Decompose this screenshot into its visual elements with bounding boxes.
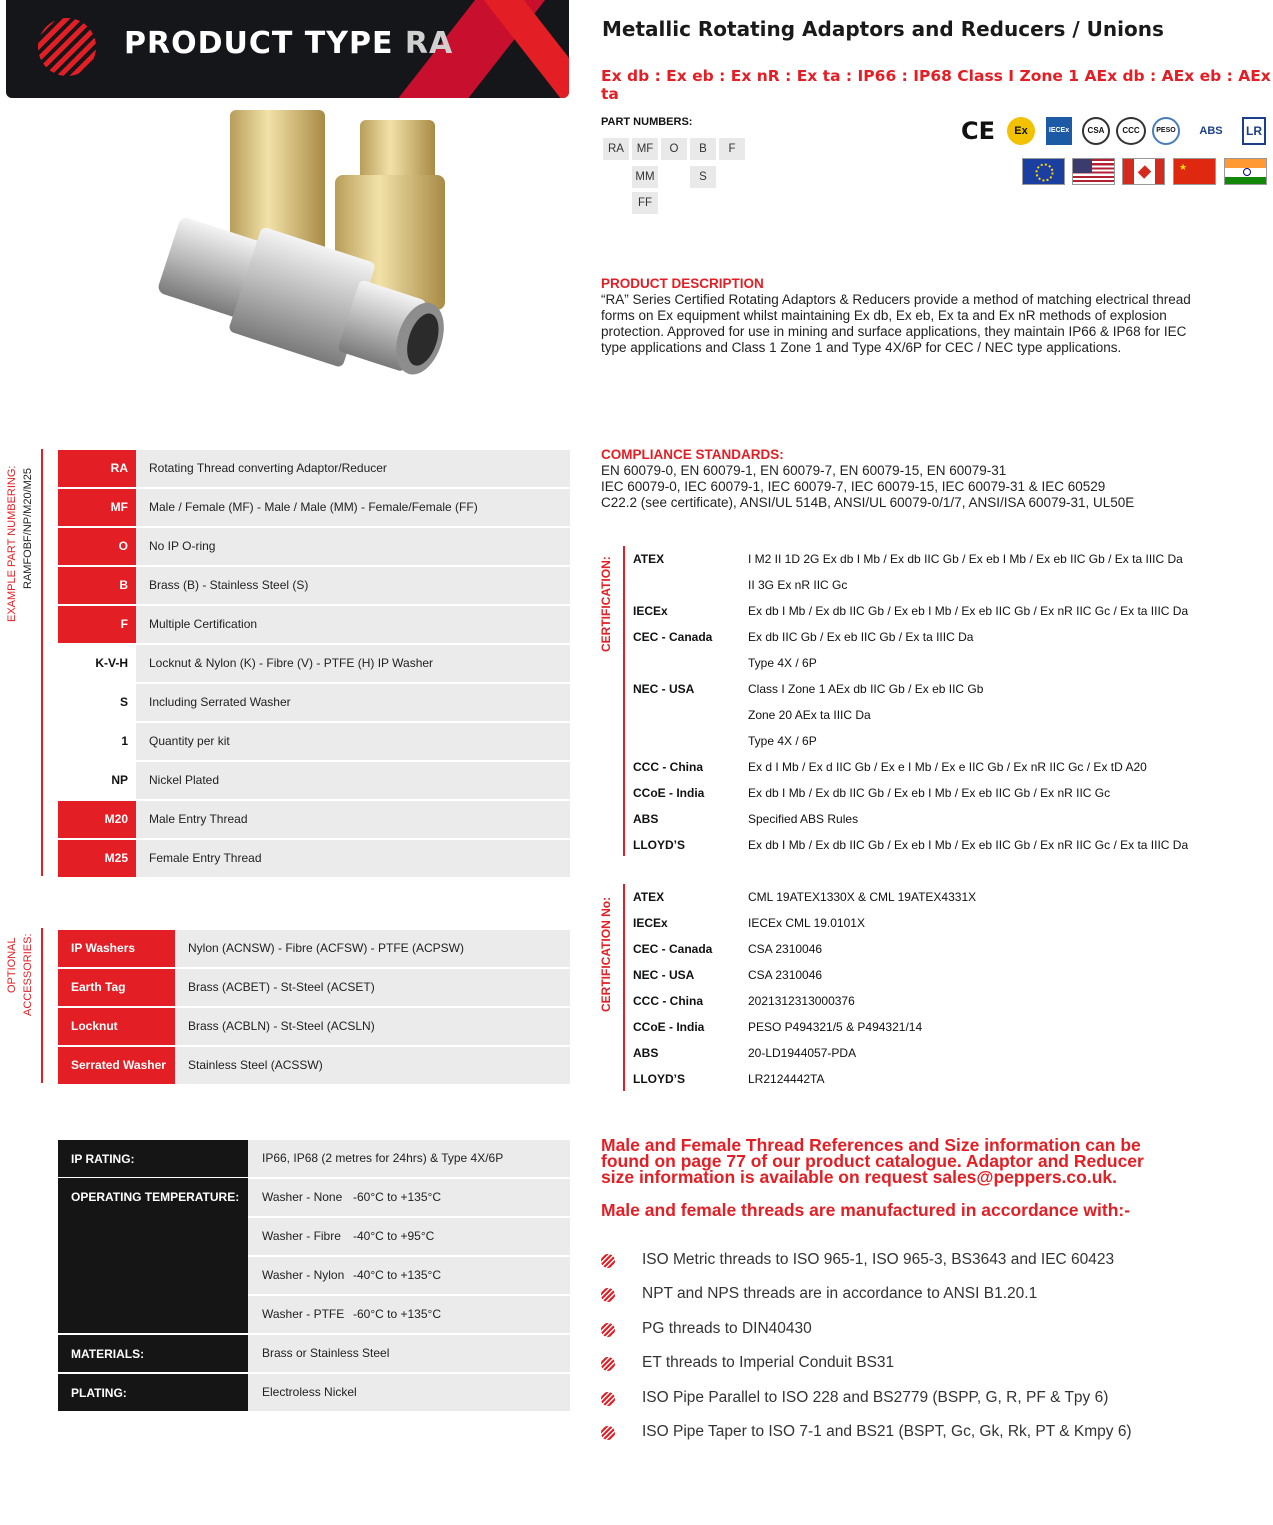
certification-key: CCC - China — [633, 760, 703, 774]
section-divider — [623, 546, 625, 856]
description-line: protection. Approved for use in mining and surface applications, they maintain IP66 & IP68 for IEC — [601, 324, 1187, 339]
certification-value: Type 4X / 6P — [748, 734, 817, 748]
certification-value: II 3G Ex nR IIC Gc — [748, 578, 848, 592]
part-number-cell: B — [690, 138, 716, 160]
compliance-line: EN 60079-0, EN 60079-1, EN 60079-7, EN 60079-15, EN 60079-31 — [601, 463, 1007, 478]
part-numbers-label: PART NUMBERS: — [601, 116, 693, 128]
certification-key: NEC - USA — [633, 682, 695, 696]
abs-logo-icon: ABS — [1199, 125, 1223, 137]
certificate-number: CSA 2310046 — [748, 942, 823, 956]
temperature-row: Washer - None -60°C to +135°C — [248, 1179, 570, 1216]
table-row: Serrated Washer Stainless Steel (ACSSW) — [58, 1047, 570, 1084]
certificate-number: LR2124442TA — [748, 1072, 825, 1086]
accessories-label: OPTIONAL — [6, 937, 18, 993]
certification-no-label: CERTIFICATION No: — [599, 896, 613, 1012]
china-flag-icon: ★ — [1173, 158, 1216, 185]
table-row: F Multiple Certification — [58, 606, 570, 643]
part-number-cell: RA — [603, 138, 629, 160]
part-number-cell: S — [690, 166, 716, 188]
certification-key: CCoE - India — [633, 786, 705, 800]
product-image — [140, 105, 560, 390]
section-divider — [41, 928, 43, 1083]
temperature-row: Washer - PTFE -60°C to +135°C — [248, 1296, 570, 1333]
certification-key: IECEx — [633, 604, 668, 618]
example-numbering-label: EXAMPLE PART NUMBERING: — [6, 465, 18, 622]
list-item: PG threads to DIN40430 — [642, 1320, 812, 1337]
part-number-cell: FF — [632, 192, 658, 214]
table-row: S Including Serrated Washer — [58, 684, 570, 721]
list-item: ISO Pipe Parallel to ISO 228 and BS2779 (BSPP, G, R, PF & Tpy 6) — [642, 1389, 1109, 1406]
certification-value: Type 4X / 6P — [748, 656, 817, 670]
csa-logo-icon: CSA — [1082, 117, 1110, 145]
ce-mark-icon: CE — [960, 117, 995, 145]
temperature-row: Washer - Nylon -40°C to +135°C — [248, 1257, 570, 1294]
part-number-cell: MF — [632, 138, 658, 160]
table-row: MF Male / Female (MF) - Male / Male (MM) - Female/Female (FF) — [58, 489, 570, 526]
temperature-row: Washer - Fibre -40°C to +95°C — [248, 1218, 570, 1255]
certification-key: CEC - Canada — [633, 630, 713, 644]
certificate-number: 20-LD1944057-PDA — [748, 1046, 857, 1060]
list-item: NPT and NPS threads are in accordance to ANSI B1.20.1 — [642, 1285, 1038, 1302]
bullet-icon — [601, 1357, 615, 1371]
table-row: Earth Tag Brass (ACBET) - St-Steel (ACSET) — [58, 969, 570, 1006]
peppers-logo-icon — [38, 18, 96, 76]
certification-value: Ex db I Mb / Ex db IIC Gb / Ex eb I Mb / Ex eb IIC Gb / Ex nR IIC Gc / Ex ta IIIC Da — [748, 604, 1189, 618]
certification-value: Ex db IIC Gb / Ex eb IIC Gb / Ex ta IIIC Da — [748, 630, 974, 644]
canada-flag-icon — [1122, 158, 1165, 185]
certificate-key: CEC - Canada — [633, 942, 713, 956]
page-title: Metallic Rotating Adaptors and Reducers / Unions — [602, 17, 1164, 41]
bullet-icon — [601, 1426, 615, 1440]
lr-logo-icon: LR — [1242, 117, 1266, 145]
header-banner — [6, 0, 569, 98]
materials-label: MATERIALS: — [58, 1335, 248, 1372]
table-row: IP Washers Nylon (ACNSW) - Fibre (ACFSW) - PTFE (ACPSW) — [58, 930, 570, 967]
certification-value: I M2 II 1D 2G Ex db I Mb / Ex db IIC Gb / Ex eb I Mb / Ex eb IIC Gb / Ex ta IIIC Da — [748, 552, 1183, 566]
description-line: “RA” Series Certified Rotating Adaptors & Reducers provide a method of matching electrical thread — [601, 292, 1191, 307]
product-type-title: PRODUCT TYPE RA — [124, 26, 454, 61]
table-row: RA Rotating Thread converting Adaptor/Reducer — [58, 450, 570, 487]
compliance-heading: COMPLIANCE STANDARDS: — [601, 447, 784, 462]
thread-reference-note: Male and Female Thread References and Size information can be found on page 77 of our product catalogue. Adaptor and Reducer size information is available on request sales@peppers.co.uk. — [601, 1135, 1144, 1187]
protection-summary: Ex db : Ex eb : Ex nR : Ex ta : IP66 : IP68 Class I Zone 1 AEx db : AEx eb : AEx ta — [601, 67, 1271, 103]
certificate-number: CML 19ATEX1330X & CML 19ATEX4331X — [748, 890, 977, 904]
certification-key: LLOYD’S — [633, 838, 686, 852]
accessories-label: ACCESSORIES: — [22, 933, 34, 1016]
operating-temperature-label: OPERATING TEMPERATURE: — [58, 1178, 248, 1333]
peso-logo-icon: PESO — [1152, 117, 1180, 145]
materials-value: Brass or Stainless Steel — [248, 1335, 570, 1372]
certificate-key: CCC - China — [633, 994, 703, 1008]
table-row: B Brass (B) - Stainless Steel (S) — [58, 567, 570, 604]
certification-value: Specified ABS Rules — [748, 812, 859, 826]
ex-mark-icon: Ex — [1007, 117, 1035, 145]
certificate-key: ATEX — [633, 890, 665, 904]
description-line: forms on Ex equipment whilst maintaining Ex db, Ex eb, Ex ta and Ex nR methods of explosion — [601, 308, 1167, 323]
example-part-code: RAMFOBF/NP/M20/M25 — [22, 467, 34, 589]
list-item: ISO Pipe Taper to ISO 7-1 and BS21 (BSPT, Gc, Gk, Rk, PT & Kmpy 6) — [642, 1423, 1132, 1440]
bullet-icon — [601, 1288, 615, 1302]
part-number-cell: O — [661, 138, 687, 160]
table-row: M25 Female Entry Thread — [58, 840, 570, 877]
certificate-number: IECEx CML 19.0101X — [748, 916, 865, 930]
certification-label: CERTIFICATION: — [599, 556, 613, 652]
certification-key: ATEX — [633, 552, 665, 566]
certification-value: Ex db I Mb / Ex db IIC Gb / Ex eb I Mb / Ex eb IIC Gb / Ex nR IIC Gc / Ex ta IIIC Da — [748, 838, 1189, 852]
part-number-cell: F — [719, 138, 745, 160]
india-flag-icon — [1224, 158, 1267, 185]
compliance-line: C22.2 (see certificate), ANSI/UL 514B, ANSI/UL 60079-0/1/7, ANSI/ISA 60079-31, UL50E — [601, 495, 1135, 510]
certificate-key: NEC - USA — [633, 968, 695, 982]
list-item: ET threads to Imperial Conduit BS31 — [642, 1354, 895, 1371]
bullet-icon — [601, 1392, 615, 1406]
list-item: ISO Metric threads to ISO 965-1, ISO 965-3, BS3643 and IEC 60423 — [642, 1251, 1115, 1268]
certificate-number: CSA 2310046 — [748, 968, 823, 982]
certification-value: Ex d I Mb / Ex d IIC Gb / Ex e I Mb / Ex e IIC Gb / Ex nR IIC Gc / Ex tD A20 — [748, 760, 1147, 774]
certificate-number: PESO P494321/5 & P494321/14 — [748, 1020, 923, 1034]
table-row: M20 Male Entry Thread — [58, 801, 570, 838]
certification-value: Class I Zone 1 AEx db IIC Gb / Ex eb IIC Gb — [748, 682, 984, 696]
ip-rating-value: IP66, IP68 (2 metres for 24hrs) & Type 4X/6P — [248, 1140, 570, 1177]
plating-value: Electroless Nickel — [248, 1374, 570, 1411]
plating-label: PLATING: — [58, 1374, 248, 1411]
certification-value: Ex db I Mb / Ex db IIC Gb / Ex eb I Mb / Ex eb IIC Gb / Ex nR IIC Gc — [748, 786, 1111, 800]
certificate-key: CCoE - India — [633, 1020, 705, 1034]
certificate-key: IECEx — [633, 916, 668, 930]
ccc-logo-icon: CCC — [1116, 117, 1146, 145]
certification-value: Zone 20 AEx ta IIIC Da — [748, 708, 871, 722]
bullet-icon — [601, 1323, 615, 1337]
usa-flag-icon — [1072, 158, 1115, 185]
section-divider — [623, 884, 625, 1091]
certificate-key: ABS — [633, 1046, 659, 1060]
table-row: NP Nickel Plated — [58, 762, 570, 799]
description-heading: PRODUCT DESCRIPTION — [601, 276, 764, 291]
table-row: Locknut Brass (ACBLN) - St-Steel (ACSLN) — [58, 1008, 570, 1045]
bullet-icon — [601, 1254, 615, 1268]
eu-flag-icon — [1022, 158, 1065, 185]
part-number-cell: MM — [632, 166, 658, 188]
certificate-number: 2021312313000376 — [748, 994, 855, 1008]
thread-standards-heading: Male and female threads are manufactured in accordance with:- — [601, 1200, 1131, 1220]
table-row: O No IP O-ring — [58, 528, 570, 565]
description-line: type applications and Class 1 Zone 1 and Type 4X/6P for CEC / NEC type applications. — [601, 340, 1122, 355]
certification-key: ABS — [633, 812, 659, 826]
ip-rating-label: IP RATING: — [58, 1140, 248, 1177]
certificate-key: LLOYD’S — [633, 1072, 686, 1086]
iecex-logo-icon: IECEx — [1046, 117, 1072, 145]
compliance-line: IEC 60079-0, IEC 60079-1, IEC 60079-7, IEC 60079-15, IEC 60079-31 & IEC 60529 — [601, 479, 1106, 494]
table-row: K-V-H Locknut & Nylon (K) - Fibre (V) - PTFE (H) IP Washer — [58, 645, 570, 682]
table-row: 1 Quantity per kit — [58, 723, 570, 760]
section-divider — [41, 449, 43, 876]
